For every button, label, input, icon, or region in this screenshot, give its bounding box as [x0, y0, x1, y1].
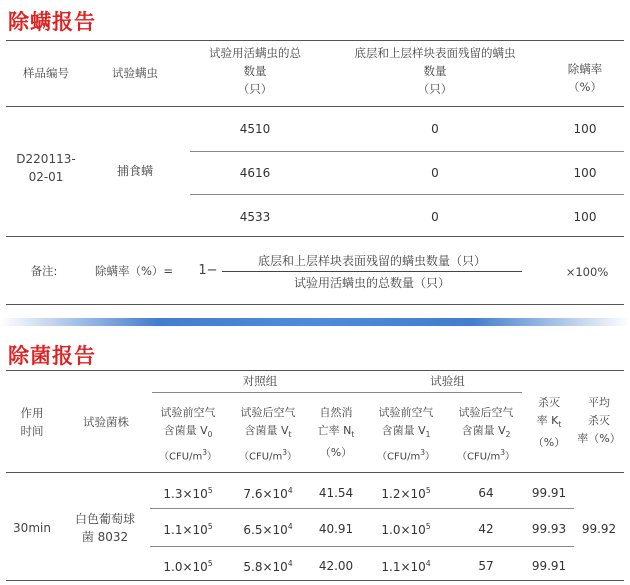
formula-one-minus: 1− [198, 263, 218, 278]
header-before-control: 试验前空气 含菌量 $V_0$ $(CFU/m^3)$ [159, 406, 217, 463]
formula-denominator: 试验用活螨虫的总数量（只） [293, 276, 450, 290]
header-avg-kill-rate: 平均 杀灭 率（%） [577, 396, 621, 445]
mite-row-3-rate: 100 [573, 210, 597, 224]
action-time: 30min [13, 521, 51, 535]
bac-row-divider-2 [150, 546, 574, 547]
strain-name: 白色葡萄球 菌 8032 [74, 512, 135, 544]
bac-row-3-nt: 42.00 [318, 559, 354, 573]
bac-row-2-kt: 99.93 [531, 522, 567, 536]
header-total-count: 试验用活螨虫的总 数量 （只） [209, 46, 301, 96]
mite-row-2-rate: 100 [573, 166, 597, 180]
table-border-top [6, 40, 624, 41]
formula-label: 除螨率（%）= [94, 264, 174, 278]
formula-numerator: 底层和上层样块表面残留的螨虫数量（只） [257, 254, 486, 268]
row-divider-2 [190, 194, 624, 195]
bac-row-1-vt: $7.6\times 10^4$ [243, 486, 293, 501]
avg-kill-rate: 99.92 [581, 522, 617, 536]
bac-row-2-vt: $6.5\times 10^4$ [243, 522, 293, 537]
bac-row-1-v2: 64 [478, 486, 494, 500]
bac-row-3-v1: $1.1\times 10^4$ [381, 559, 431, 574]
table-body-bottom [6, 236, 624, 237]
header-removal-rate: 除螨率 （%） [567, 62, 603, 94]
bac-row-3-kt: 99.91 [531, 559, 567, 573]
bac-row-divider-1 [150, 508, 574, 509]
bac-row-3-vt: $5.8\times 10^4$ [243, 559, 293, 574]
header-time: 作用 时间 [20, 406, 44, 438]
bacteria-report-title: 除菌报告 [8, 344, 96, 368]
bac-table-border-bottom [6, 580, 624, 581]
header-after-test: 试验后空气 含菌量 $V_2$ $(CFU/m^3)$ [457, 406, 515, 463]
header-before-test: 试验前空气 含菌量 $V_1$ $(CFU/m^3)$ [377, 406, 435, 463]
header-divider [6, 106, 624, 107]
mite-row-3-residual: 0 [431, 210, 439, 224]
header-sample-no: 样品编号 [23, 66, 69, 80]
row-divider-1 [190, 151, 624, 152]
bac-row-1-v1: $1.2\times 10^5$ [381, 486, 431, 501]
header-test-mite: 试验螨虫 [112, 66, 158, 80]
mite-row-2-residual: 0 [431, 166, 439, 180]
bac-row-2-v0: $1.1\times 10^5$ [163, 522, 213, 537]
mite-name: 捕食螨 [116, 164, 153, 178]
mite-row-1-rate: 100 [573, 122, 597, 136]
mite-row-1-residual: 0 [431, 122, 439, 136]
mite-row-1-total: 4510 [239, 122, 271, 136]
mite-report-title: 除螨报告 [8, 10, 96, 34]
bac-row-1-nt: 41.54 [318, 486, 354, 500]
header-natural-death: 自然消 亡率 $N_t$ （%） [317, 406, 355, 460]
group-divider [152, 392, 522, 393]
bac-row-2-v1: $1.0\times 10^5$ [381, 522, 431, 537]
bac-header-divider [6, 472, 624, 473]
header-strain: 试验菌株 [83, 415, 129, 429]
bac-row-1-v0: $1.3\times 10^5$ [163, 486, 213, 501]
sample-number: D220113- 02-01 [16, 152, 76, 184]
section-divider [0, 318, 630, 326]
note-label: 备注: [30, 264, 58, 278]
bac-row-3-v2: 57 [478, 559, 494, 573]
bac-table-border-top [6, 370, 624, 371]
table-border-bottom [6, 304, 624, 305]
bac-row-3-v0: $1.0\times 10^5$ [163, 559, 213, 574]
mite-row-3-total: 4533 [239, 210, 271, 224]
bac-row-1-kt: 99.91 [531, 486, 567, 500]
fraction-bar [222, 271, 522, 272]
bac-row-2-nt: 40.91 [318, 522, 354, 536]
header-kill-rate: 杀灭 率 $K_t$ （%） [532, 396, 566, 450]
group-test: 试验组 [430, 374, 465, 388]
bac-row-2-v2: 42 [478, 522, 494, 536]
header-after-control: 试验后空气 含菌量 $V_t$ $(CFU/m^3)$ [239, 406, 297, 463]
group-control: 对照组 [242, 374, 278, 388]
header-residual-count: 底层和上层样块表面残留的螨虫 数量 （只） [354, 46, 516, 96]
formula-times: ×100% [565, 265, 609, 279]
mite-row-2-total: 4616 [239, 166, 271, 180]
